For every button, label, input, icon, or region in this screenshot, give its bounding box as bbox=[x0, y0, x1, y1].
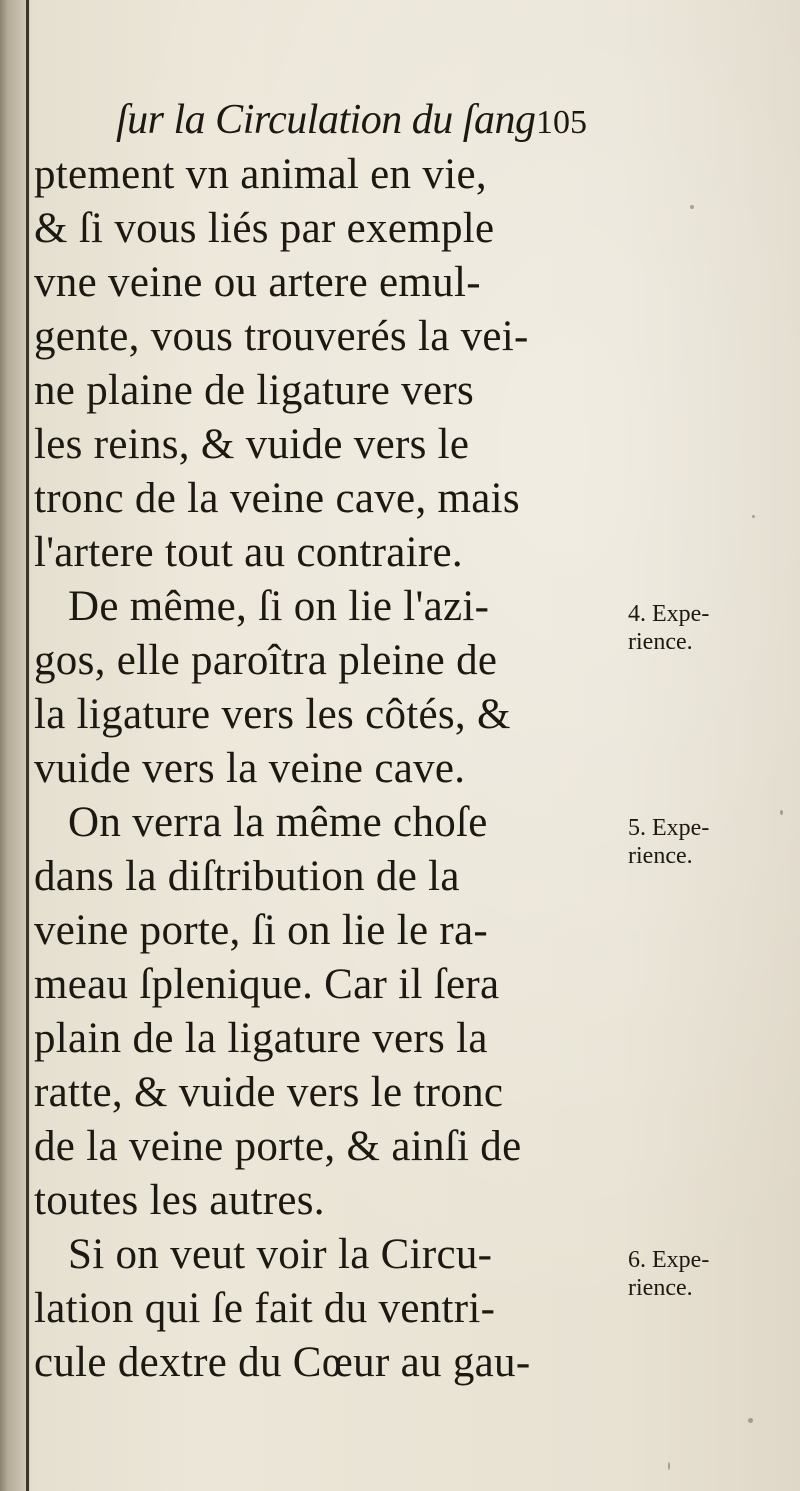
paper-speck bbox=[748, 1418, 753, 1423]
paper-speck bbox=[668, 1462, 670, 1470]
text-line: toutes les autres. bbox=[34, 1177, 325, 1224]
text-line: gos, elle paroîtra pleine de bbox=[34, 637, 498, 684]
text-line: meau ſplenique. Car il ſera bbox=[34, 961, 500, 1008]
text-line: dans la diſtribution de la bbox=[34, 853, 460, 900]
margin-note-word: rience. bbox=[628, 629, 693, 655]
text-line: gente, vous trouverés la vei- bbox=[34, 313, 529, 360]
margin-note-number: 5. Expe- bbox=[628, 815, 710, 841]
text-line: ne plaine de ligature vers bbox=[34, 367, 475, 414]
text-line: ratte, & vuide vers le tronc bbox=[34, 1069, 504, 1116]
paper-speck bbox=[752, 515, 755, 518]
margin-note-number: 6. Expe- bbox=[628, 1247, 710, 1273]
text-line: plain de la ligature vers la bbox=[34, 1015, 488, 1062]
text-line: la ligature vers les côtés, & bbox=[34, 691, 511, 738]
page-number: 105 bbox=[536, 104, 587, 141]
margin-note-number: 4. Expe- bbox=[628, 601, 710, 627]
paragraph-start-line: Si on veut voir la Circu- bbox=[68, 1231, 493, 1278]
text-line: l'artere tout au contraire. bbox=[34, 529, 463, 576]
body-text bbox=[34, 148, 624, 1388]
paragraph-start-line: On verra la même choſe bbox=[68, 799, 488, 846]
margin-note-experience-5 bbox=[628, 814, 794, 870]
margin-note-experience-6 bbox=[628, 1246, 794, 1302]
text-line: tronc de la veine cave, mais bbox=[34, 475, 520, 522]
margin-notes bbox=[628, 600, 794, 1360]
running-head-title: ſur la Circulation du ſang bbox=[116, 97, 536, 143]
paper-speck bbox=[690, 205, 694, 209]
text-line: & ſi vous liés par exemple bbox=[34, 205, 495, 252]
text-line: lation qui ſe fait du ventri- bbox=[34, 1285, 496, 1332]
margin-note-experience-4 bbox=[628, 600, 794, 656]
paper-speck bbox=[780, 810, 783, 815]
text-line: de la veine porte, & ainſi de bbox=[34, 1123, 522, 1170]
text-line: cule dextre du Cœur au gau- bbox=[34, 1339, 531, 1386]
text-line: vuide vers la veine cave. bbox=[34, 745, 466, 792]
paragraph-start-line: De même, ſi on lie l'azi- bbox=[68, 583, 490, 630]
text-line: ptement vn animal en vie, bbox=[34, 151, 487, 198]
text-line: vne veine ou artere emul- bbox=[34, 259, 481, 306]
margin-note-word: rience. bbox=[628, 843, 693, 869]
text-line: les reins, & vuide vers le bbox=[34, 421, 470, 468]
binding-rule bbox=[26, 0, 29, 1491]
text-line: veine porte, ſi on lie le ra- bbox=[34, 907, 489, 954]
margin-note-word: rience. bbox=[628, 1275, 693, 1301]
